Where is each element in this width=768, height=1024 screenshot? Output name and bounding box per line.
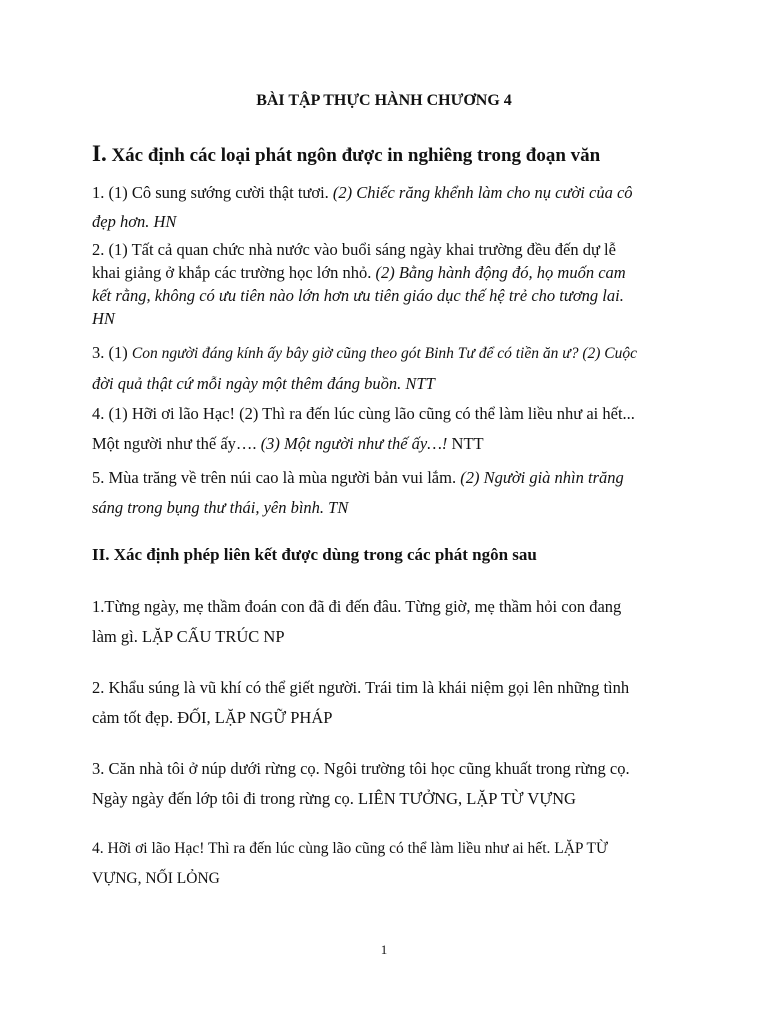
item-line: VỰNG, NỐI LỎNG <box>92 870 220 887</box>
item-line: 2. Khẩu súng là vũ khí có thể giết người. Trái tim là khái niệm gọi lên những tình <box>92 678 630 697</box>
item-line <box>92 338 678 369</box>
plain-text: 3. (1) <box>92 343 132 362</box>
item-line: sáng trong bụng thư thái, yên bình. TN <box>92 498 349 517</box>
item-line: cảm tốt đẹp. ĐỐI, LẶP NGỮ PHÁP <box>92 708 333 727</box>
item-line: 2. (1) Tất cả quan chức nhà nước vào buổi sáng ngày khai trường đều đến dự lễ <box>92 240 616 259</box>
section-1-item-1 <box>92 178 678 236</box>
section-1-heading-text: Xác định các loại phát ngôn được in nghiêng trong đoạn văn <box>111 145 601 166</box>
item-line <box>92 429 678 459</box>
item-line: 1.Từng ngày, mẹ thầm đoán con đã đi đến đâu. Từng giờ, mẹ thầm hỏi con đang <box>92 597 622 616</box>
section-1-item-3 <box>92 338 678 399</box>
italic-text: (3) Một người như thế ấy…! <box>260 434 452 453</box>
italic-text: Con người đáng kính ấy bây giờ cũng theo gót Binh Tư để có tiền ăn ư? (2) Cuộc <box>131 345 637 362</box>
italic-text: (2) Bằng hành động đó, họ muốn cam <box>375 263 626 282</box>
section-1-item-5 <box>92 463 678 523</box>
section-1-numeral: I. <box>92 141 107 166</box>
plain-text: khai giảng ở khắp các trường học lớn nhỏ. <box>92 263 376 282</box>
item-line: đẹp hơn. HN <box>92 212 177 231</box>
page-number: 1 <box>380 942 388 957</box>
section-2-item-4 <box>92 834 678 894</box>
section-1-item-4 <box>92 399 678 459</box>
italic-text: (2) Người già nhìn trăng <box>460 468 624 487</box>
plain-text: Một người như thế ấy…. <box>92 434 261 453</box>
section-2-item-2 <box>92 673 678 733</box>
plain-text: 1. (1) Cô sung sướng cười thật tươi. <box>92 183 333 202</box>
item-line: Ngày ngày đến lớp tôi đi trong rừng cọ. LIÊN TƯỞNG, LẶP TỪ VỰNG <box>92 789 576 808</box>
item-line: đời quả thật cứ mỗi ngày một thêm đáng buồn. NTT <box>92 374 435 393</box>
item-line: HN <box>92 309 115 328</box>
item-line: 3. Căn nhà tôi ở núp dưới rừng cọ. Ngôi trường tôi học cũng khuất trong rừng cọ. <box>92 759 630 778</box>
item-line: 4. (1) Hỡi ơi lão Hạc! (2) Thì ra đến lúc cùng lão cũng có thể làm liều như ai hết... <box>92 404 635 423</box>
item-line <box>92 463 678 493</box>
italic-text: (2) Chiếc răng khểnh làm cho nụ cười của cô <box>332 183 633 202</box>
section-2-heading: II. Xác định phép liên kết được dùng trong các phát ngôn sau <box>92 545 537 564</box>
section-2-item-3 <box>92 754 678 814</box>
plain-text: 5. Mùa trăng về trên núi cao là mùa người bản vui lắm. <box>92 468 461 487</box>
item-line: làm gì. LẶP CẤU TRÚC NP <box>92 627 285 646</box>
item-line <box>92 178 678 207</box>
section-1-item-2 <box>92 238 678 330</box>
section-1-heading <box>92 141 600 167</box>
item-line: 4. Hỡi ơi lão Hạc! Thì ra đến lúc cùng lão cũng có thể làm liều như ai hết. LẶP TỪ <box>92 840 609 857</box>
item-line <box>92 261 678 284</box>
section-2-item-1 <box>92 592 678 652</box>
document-title: BÀI TẬP THỰC HÀNH CHƯƠNG 4 <box>256 92 512 109</box>
item-line: kết rằng, không có ưu tiên nào lớn hơn ưu tiên giáo dục thế hệ trẻ cho tương lai. <box>92 286 624 305</box>
plain-text: NTT <box>451 434 484 453</box>
